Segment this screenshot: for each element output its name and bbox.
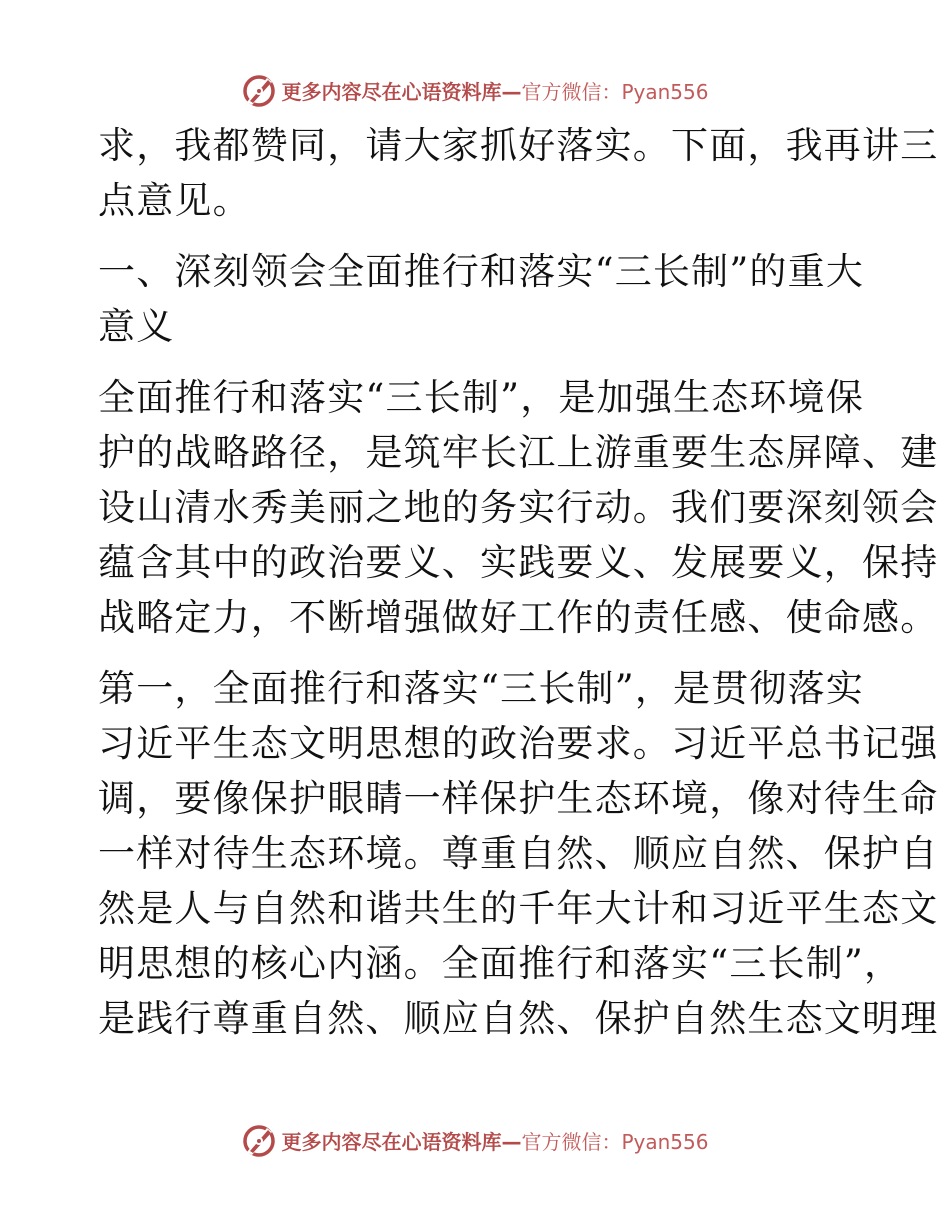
text-line: 护的战略路径，是筑牢长江上游重要生态屏障、建	[98, 431, 939, 474]
text-line: 一样对待生态环境。尊重自然、顺应自然、保护自	[98, 832, 939, 875]
banner-text: 更多内容尽在心语资料库—官方微信：Pyan556	[281, 79, 709, 104]
text-line: 求，我都赞同，请大家抓好落实。下面，我再讲三	[98, 124, 939, 167]
text-line: 战略定力，不断增强做好工作的责任感、使命感。	[98, 596, 939, 639]
text-line: 调，要像保护眼睛一样保护生态环境，像对待生命	[98, 777, 939, 820]
text-line: 蕴含其中的政治要义、实践要义、发展要义，保持	[98, 541, 939, 584]
banner-text: 更多内容尽在心语资料库—官方微信：Pyan556	[281, 1129, 709, 1154]
text-line: 意义	[98, 305, 175, 348]
document-body	[98, 118, 939, 1046]
text-line: 第一，全面推行和落实“三长制”，是贯彻落实	[98, 667, 865, 710]
pen-nib-circle-icon	[241, 72, 277, 108]
pen-nib-circle-icon	[241, 1122, 277, 1158]
paragraph-3	[98, 370, 939, 645]
text-line: 习近平生态文明思想的政治要求。习近平总书记强	[98, 722, 939, 765]
text-line: 设山清水秀美丽之地的务实行动。我们要深刻领会	[98, 486, 939, 529]
text-line: 是践行尊重自然、顺应自然、保护自然生态文明理	[98, 997, 939, 1040]
text-line: 明思想的核心内涵。全面推行和落实“三长制”，	[98, 942, 903, 985]
footer-banner	[0, 1120, 950, 1160]
text-line: 点意见。	[98, 179, 251, 222]
text-line: 然是人与自然和谐共生的千年大计和习近平生态文	[98, 887, 939, 930]
section-heading	[98, 244, 865, 354]
text-line: 一、深刻领会全面推行和落实“三长制”的重大	[98, 250, 865, 293]
paragraph-4	[98, 661, 939, 1046]
text-line: 全面推行和落实“三长制”，是加强生态环境保	[98, 376, 865, 419]
paragraph-1	[98, 118, 939, 228]
header-banner	[0, 70, 950, 110]
